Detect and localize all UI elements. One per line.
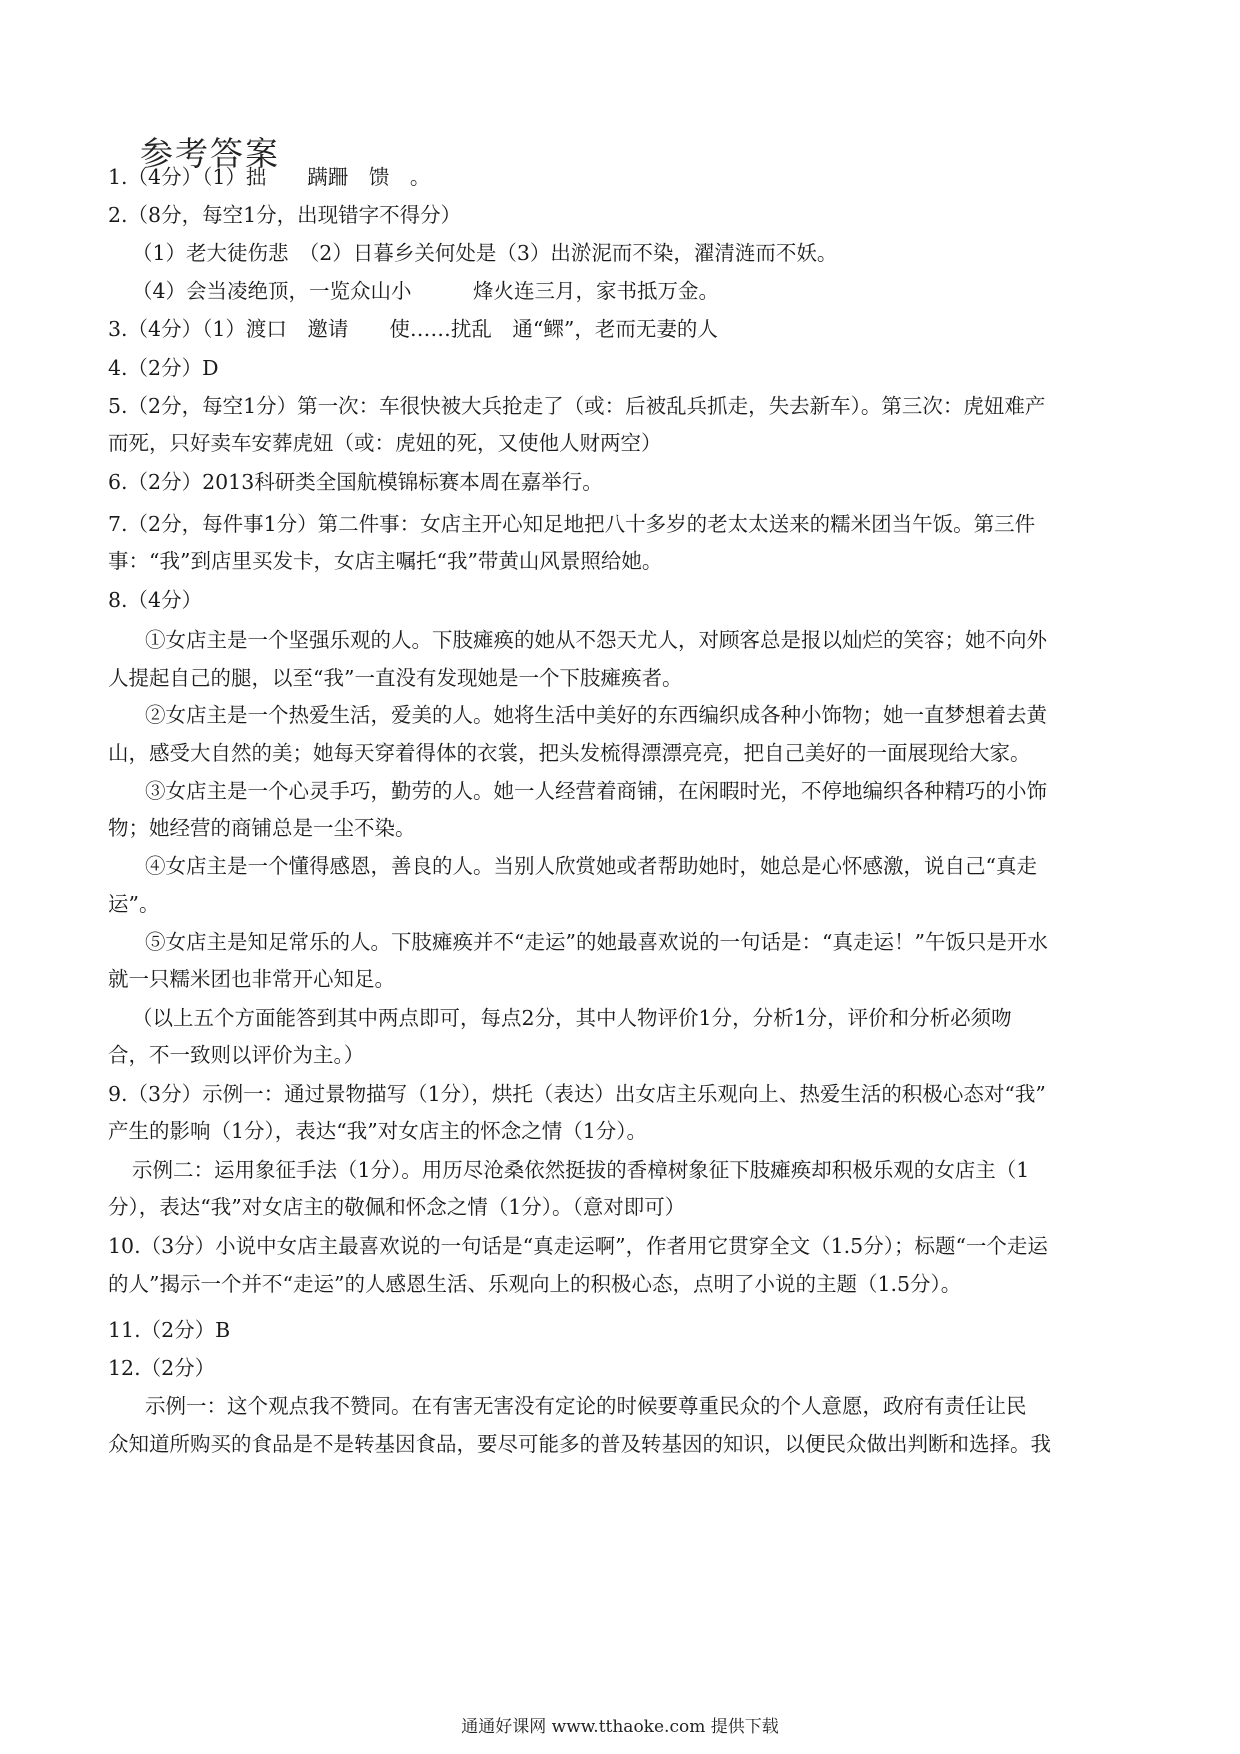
answer-line: 分），表达“我”对女店主的敬佩和怀念之情（1分）。（意对即可） bbox=[108, 1195, 686, 1219]
answer-line: 示例二：运用象征手法（1分）。用历尽沧桑依然挺拔的香樟树象征下肢瘫痪却积极乐观的女店主（1 bbox=[132, 1158, 1030, 1182]
answer-line: 2.（8分，每空1分，出现错字不得分） bbox=[108, 203, 462, 227]
answer-line: 7.（2分，每件事1分）第二件事：女店主开心知足地把八十多岁的老太太送来的糯米团当午饭。第三件 bbox=[108, 512, 1036, 536]
answer-line: 的人”揭示一个并不“走运”的人感恩生活、乐观向上的积极心态，点明了小说的主题（1.5分）。 bbox=[108, 1272, 962, 1296]
answer-line: 9.（3分）示例一：通过景物描写（1分），烘托（表达）出女店主乐观向上、热爱生活的积极心态对“我” bbox=[108, 1082, 1046, 1106]
answer-line: 8.（4分） bbox=[108, 588, 203, 612]
answer-line: 事：“我”到店里买发卡，女店主嘱托“我”带黄山风景照给她。 bbox=[108, 549, 663, 573]
page-footer: 通通好课网 www.tthaoke.com 提供下载 bbox=[461, 1717, 779, 1737]
answer-line: ④女店主是一个懂得感恩，善良的人。当别人欣赏她或者帮助她时，她总是心怀感激，说自己“真走 bbox=[145, 854, 1037, 878]
answer-line: 3.（4分）（1）渡口 邀请 使……扰乱 通“鳏”，老而无妻的人 bbox=[108, 317, 718, 341]
answer-line: ③女店主是一个心灵手巧，勤劳的人。她一人经营着商铺，在闲暇时光，不停地编织各种精巧的小饰 bbox=[145, 779, 1047, 803]
answer-line: 12.（2分） bbox=[108, 1356, 216, 1380]
answer-line: 而死，只好卖车安葬虎妞（或：虎妞的死，又使他人财两空） bbox=[108, 431, 662, 455]
answer-line: 示例一：这个观点我不赞同。在有害无害没有定论的时候要尊重民众的个人意愿，政府有责任让民 bbox=[145, 1394, 1027, 1418]
answer-line: （4）会当凌绝顶，一览众山小 烽火连三月，家书抵万金。 bbox=[132, 279, 720, 303]
answer-line: ②女店主是一个热爱生活，爱美的人。她将生活中美好的东西编织成各种小饰物；她一直梦想着去黄 bbox=[145, 703, 1047, 727]
page-title: 参考答案 bbox=[140, 134, 280, 173]
answer-line: 10.（3分）小说中女店主最喜欢说的一句话是“真走运啊”，作者用它贯穿全文（1.5分）；标题“一个走运 bbox=[108, 1234, 1048, 1258]
answer-line: （1）老大徒伤悲 （2）日暮乡关何处是（3）出淤泥而不染，濯清涟而不妖。 bbox=[132, 241, 838, 265]
answer-line: 人提起自己的腿，以至“我”一直没有发现她是一个下肢瘫痪者。 bbox=[108, 666, 683, 690]
answer-line: 1.（4分）（1）拙 蹒跚 馈 。 bbox=[108, 165, 431, 189]
answer-line: 5.（2分，每空1分）第一次：车很快被大兵抢走了（或：后被乱兵抓走，失去新车）。第三次：虎妞难产 bbox=[108, 394, 1046, 418]
answer-line: ⑤女店主是知足常乐的人。下肢瘫痪并不“走运”的她最喜欢说的一句话是：“真走运！”午饭只是开水 bbox=[145, 930, 1048, 954]
answer-line: 山，感受大自然的美；她每天穿着得体的衣裳，把头发梳得漂漂亮亮，把自己美好的一面展现给大家。 bbox=[108, 741, 1031, 765]
answer-line: 运”。 bbox=[108, 892, 160, 916]
answer-line: ①女店主是一个坚强乐观的人。下肢瘫痪的她从不怨天尤人，对顾客总是报以灿烂的笑容；她不向外 bbox=[145, 628, 1047, 652]
answer-line: （以上五个方面能答到其中两点即可，每点2分，其中人物评价1分，分析1分，评价和分析必须吻 bbox=[132, 1006, 1012, 1030]
answer-line: 就一只糯米团也非常开心知足。 bbox=[108, 967, 395, 991]
answer-line: 4.（2分）D bbox=[108, 356, 219, 380]
answer-line: 6.（2分）2013科研类全国航模锦标赛本周在嘉举行。 bbox=[108, 470, 603, 494]
answer-line: 11.（2分）B bbox=[108, 1318, 231, 1342]
answer-line: 合，不一致则以评价为主。） bbox=[108, 1043, 365, 1067]
answer-line: 众知道所购买的食品是不是转基因食品，要尽可能多的普及转基因的知识，以便民众做出判断和选择。我 bbox=[108, 1432, 1051, 1456]
answer-line: 物；她经营的商铺总是一尘不染。 bbox=[108, 816, 416, 840]
answer-line: 产生的影响（1分），表达“我”对女店主的怀念之情（1分）。 bbox=[108, 1119, 648, 1143]
